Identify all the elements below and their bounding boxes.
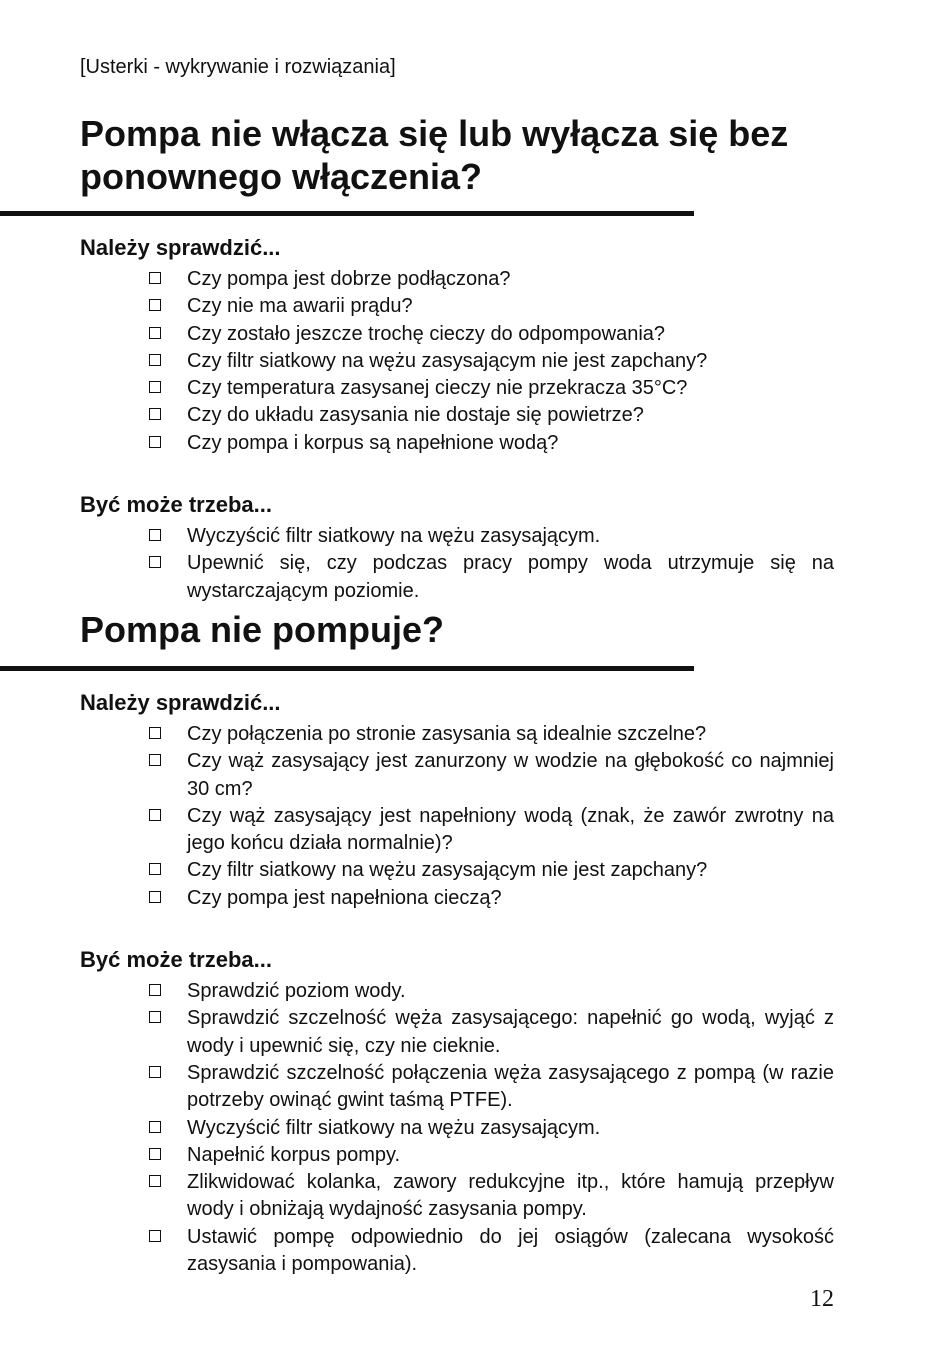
list-item-text: Napełnić korpus pompy. bbox=[187, 1143, 401, 1166]
checkbox-square-icon bbox=[149, 984, 161, 996]
list-item bbox=[0, 375, 950, 402]
list-item bbox=[0, 748, 950, 803]
list-item-text: Sprawdzić szczelność połączenia węża zasysającego z pompą (w razie potrzeby owinąć gwint taśmą PTFE). bbox=[187, 1061, 834, 1112]
list-item-text: Sprawdzić poziom wody. bbox=[187, 980, 406, 1003]
checkbox-square-icon bbox=[149, 408, 161, 420]
list-item bbox=[0, 885, 950, 912]
check-list bbox=[0, 266, 950, 457]
section-title: Pompa nie włącza się lub wyłącza się bez ponownego włączenia? bbox=[80, 113, 789, 197]
checkbox-square-icon bbox=[149, 529, 161, 541]
list-item bbox=[0, 721, 950, 748]
checkbox-square-icon bbox=[149, 272, 161, 284]
list-item-text: Czy do układu zasysania nie dostaje się powietrze? bbox=[187, 404, 644, 427]
list-item-text: Czy połączenia po stronie zasysania są idealnie szczelne? bbox=[187, 723, 707, 745]
list-item-text: Sprawdzić szczelność węża zasysającego: napełnić go wodą, wyjąć z wody i upewnić się, czy nie cieknie. bbox=[187, 1007, 834, 1057]
list-item bbox=[0, 523, 950, 550]
check-heading: Należy sprawdzić... bbox=[80, 690, 281, 715]
checkbox-square-icon bbox=[149, 1148, 161, 1160]
checkbox-square-icon bbox=[149, 754, 161, 766]
section-pump-not-starting bbox=[0, 112, 950, 605]
list-item-text: Czy wąż zasysający jest zanurzony w wodzie na głębokość co najmniej 30 cm? bbox=[187, 750, 834, 800]
list-item-text: Czy zostało jeszcze trochę cieczy do odpompowania? bbox=[187, 322, 666, 345]
list-item-text: Ustawić pompę odpowiednio do jej osiągów (zalecana wysokość zasysania i pompowania). bbox=[187, 1225, 834, 1276]
checkbox-square-icon bbox=[149, 381, 161, 393]
list-item-text: Zlikwidować kolanka, zawory redukcyjne itp., które hamują przepływ wody i obniżają wydajność zasysania pompy. bbox=[187, 1171, 834, 1221]
checkbox-square-icon bbox=[149, 556, 161, 568]
list-item bbox=[0, 550, 950, 605]
title-divider bbox=[0, 666, 694, 671]
list-item bbox=[0, 1142, 950, 1169]
list-item-text: Czy wąż zasysający jest napełniony wodą (znak, że zawór zwrotny na jego końcu działa normalnie)? bbox=[187, 804, 834, 855]
running-header: [Usterki - wykrywanie i rozwiązania] bbox=[80, 56, 396, 78]
checkbox-square-icon bbox=[149, 809, 161, 821]
list-item bbox=[0, 1169, 950, 1224]
list-item bbox=[0, 321, 950, 348]
checkbox-square-icon bbox=[149, 436, 161, 448]
checkbox-square-icon bbox=[149, 299, 161, 311]
checkbox-square-icon bbox=[149, 1121, 161, 1133]
checkbox-square-icon bbox=[149, 1066, 161, 1078]
list-item-text: Czy temperatura zasysanej cieczy nie przekracza 35°C? bbox=[187, 377, 688, 400]
checkbox-square-icon bbox=[149, 891, 161, 903]
list-item bbox=[0, 1060, 950, 1115]
list-item bbox=[0, 402, 950, 429]
check-heading: Należy sprawdzić... bbox=[80, 235, 281, 260]
section-pump-not-pumping bbox=[0, 608, 950, 1278]
list-item-text: Upewnić się, czy podczas pracy pompy woda utrzymuje się na wystarczającym poziomie. bbox=[187, 552, 834, 602]
list-item bbox=[0, 978, 950, 1005]
checkbox-square-icon bbox=[149, 1011, 161, 1023]
list-item-text: Wyczyścić filtr siatkowy na wężu zasysającym. bbox=[187, 1116, 601, 1139]
page-number: 12 bbox=[810, 1286, 834, 1312]
checkbox-square-icon bbox=[149, 863, 161, 875]
list-item bbox=[0, 266, 950, 293]
action-list bbox=[0, 978, 950, 1278]
check-list bbox=[0, 721, 950, 912]
list-item bbox=[0, 293, 950, 320]
section-title: Pompa nie pompuje? bbox=[80, 609, 445, 650]
checkbox-square-icon bbox=[149, 1230, 161, 1242]
checkbox-square-icon bbox=[149, 727, 161, 739]
checkbox-square-icon bbox=[149, 1175, 161, 1187]
action-list bbox=[0, 523, 950, 605]
list-item-text: Czy filtr siatkowy na wężu zasysającym nie jest zapchany? bbox=[187, 859, 708, 882]
checkbox-square-icon bbox=[149, 354, 161, 366]
list-item-text: Czy pompa i korpus są napełnione wodą? bbox=[187, 431, 559, 454]
list-item bbox=[0, 430, 950, 457]
list-item-text: Wyczyścić filtr siatkowy na wężu zasysającym. bbox=[187, 525, 601, 548]
list-item bbox=[0, 1005, 950, 1060]
action-heading: Być może trzeba... bbox=[80, 492, 272, 518]
title-divider bbox=[0, 211, 694, 216]
list-item-text: Czy filtr siatkowy na wężu zasysającym nie jest zapchany? bbox=[187, 349, 708, 372]
list-item bbox=[0, 803, 950, 858]
list-item-text: Czy nie ma awarii prądu? bbox=[187, 295, 413, 318]
list-item bbox=[0, 1224, 950, 1279]
list-item-text: Czy pompa jest napełniona cieczą? bbox=[187, 886, 502, 909]
checkbox-square-icon bbox=[149, 327, 161, 339]
list-item bbox=[0, 1115, 950, 1142]
list-item-text: Czy pompa jest dobrze podłączona? bbox=[187, 268, 511, 290]
list-item bbox=[0, 857, 950, 884]
action-heading: Być może trzeba... bbox=[80, 947, 272, 973]
list-item bbox=[0, 348, 950, 375]
